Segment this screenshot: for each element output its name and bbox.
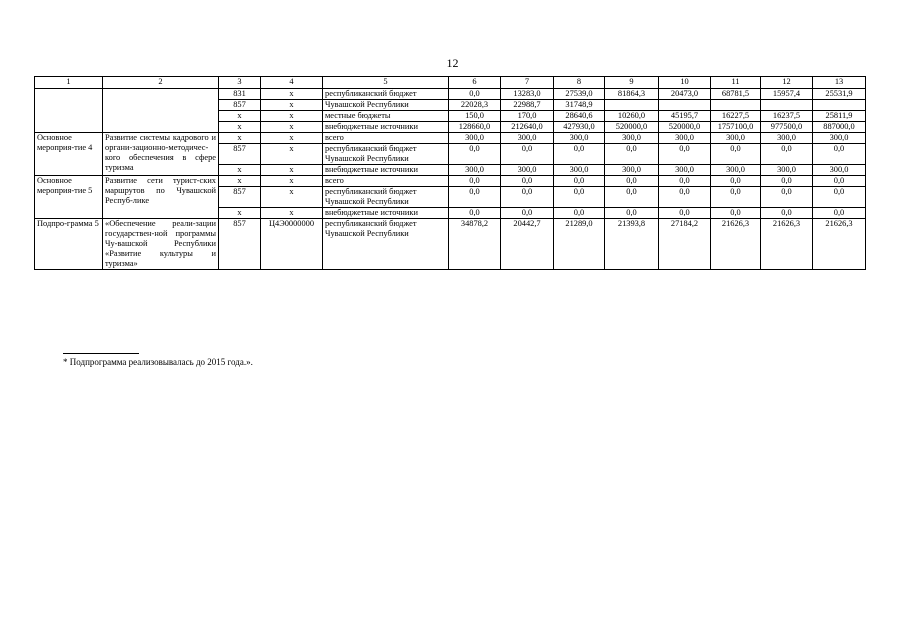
header-cell: 10: [659, 77, 711, 89]
value-cell: 0,0: [813, 176, 866, 187]
footnote: * Подпрограмма реализовывалась до 2015 года.».: [63, 357, 253, 367]
value-cell: 25811,9: [813, 111, 866, 122]
header-cell: 2: [103, 77, 219, 89]
value-cell: 0,0: [501, 187, 554, 208]
value-cell: 21289,0: [554, 219, 605, 270]
value-cell: 0,0: [605, 176, 659, 187]
value-cell: 300,0: [659, 133, 711, 144]
code-cell: 857: [219, 100, 261, 111]
header-cell: 3: [219, 77, 261, 89]
code-cell: 857: [219, 219, 261, 270]
value-cell: 427930,0: [554, 122, 605, 133]
code-cell: x: [219, 176, 261, 187]
activity-name-cell: Подпро-грамма 5: [35, 219, 103, 270]
funding-source-cell: республиканский бюджет: [323, 89, 449, 100]
value-cell: 300,0: [501, 165, 554, 176]
value-cell: 0,0: [813, 144, 866, 165]
value-cell: 0,0: [605, 208, 659, 219]
value-cell: 15957,4: [761, 89, 813, 100]
code-cell: x: [219, 111, 261, 122]
funding-source-cell: внебюджетные источники: [323, 122, 449, 133]
funding-source-cell: республиканский бюджет Чувашской Республики: [323, 144, 449, 165]
value-cell: 34878,2: [449, 219, 501, 270]
value-cell: 27539,0: [554, 89, 605, 100]
funding-source-cell: всего: [323, 133, 449, 144]
header-cell: 9: [605, 77, 659, 89]
header-cell: 6: [449, 77, 501, 89]
value-cell: 977500,0: [761, 122, 813, 133]
header-cell: 4: [261, 77, 323, 89]
value-cell: 300,0: [813, 133, 866, 144]
value-cell: 20473,0: [659, 89, 711, 100]
value-cell: 300,0: [501, 133, 554, 144]
value-cell: 0,0: [659, 208, 711, 219]
target-code-cell: x: [261, 165, 323, 176]
code-cell: 831: [219, 89, 261, 100]
value-cell: 21626,3: [813, 219, 866, 270]
table-row: [35, 176, 866, 187]
header-cell: 12: [761, 77, 813, 89]
value-cell: 22988,7: [501, 100, 554, 111]
activity-name-cell: Основное мероприя-тие 4: [35, 133, 103, 176]
target-code-cell: x: [261, 187, 323, 208]
page-number: 12: [446, 56, 459, 70]
value-cell: 0,0: [711, 208, 761, 219]
value-cell: 150,0: [449, 111, 501, 122]
value-cell: 887000,0: [813, 122, 866, 133]
value-cell: 16227,5: [711, 111, 761, 122]
value-cell: 0,0: [711, 187, 761, 208]
value-cell: 0,0: [449, 176, 501, 187]
value-cell: 300,0: [761, 133, 813, 144]
value-cell: [605, 100, 659, 111]
table-row: [35, 133, 866, 144]
value-cell: 0,0: [813, 208, 866, 219]
value-cell: 0,0: [501, 144, 554, 165]
code-cell: x: [219, 133, 261, 144]
funding-source-cell: республиканский бюджет Чувашской Республики: [323, 219, 449, 270]
value-cell: 10260,0: [605, 111, 659, 122]
value-cell: 0,0: [449, 187, 501, 208]
value-cell: 300,0: [761, 165, 813, 176]
value-cell: 0,0: [554, 187, 605, 208]
header-cell: 5: [323, 77, 449, 89]
value-cell: 300,0: [711, 133, 761, 144]
target-code-cell: x: [261, 122, 323, 133]
funding-source-cell: местные бюджеты: [323, 111, 449, 122]
activity-description-cell: «Обеспечение реали-зации государствен-ной программы Чу-вашской Республики «Развитие культуры и туризма»: [103, 219, 219, 270]
value-cell: 68781,5: [711, 89, 761, 100]
value-cell: 21626,3: [711, 219, 761, 270]
value-cell: 1757100,0: [711, 122, 761, 133]
footnote-separator: [63, 353, 139, 354]
value-cell: 0,0: [554, 176, 605, 187]
value-cell: 0,0: [761, 176, 813, 187]
budget-table: [34, 76, 866, 270]
value-cell: 520000,0: [659, 122, 711, 133]
activity-description-cell: Развитие системы кадрового и органи-зационно-методичес-кого обеспечения в сфере туризма: [103, 133, 219, 176]
value-cell: 300,0: [449, 165, 501, 176]
target-code-cell: Ц4Э0000000: [261, 219, 323, 270]
value-cell: 212640,0: [501, 122, 554, 133]
value-cell: 27184,2: [659, 219, 711, 270]
value-cell: 170,0: [501, 111, 554, 122]
value-cell: 25531,9: [813, 89, 866, 100]
table-row: [35, 89, 866, 100]
value-cell: [711, 100, 761, 111]
value-cell: 300,0: [554, 133, 605, 144]
value-cell: 0,0: [449, 208, 501, 219]
value-cell: 300,0: [605, 133, 659, 144]
value-cell: [659, 100, 711, 111]
activity-description-cell: Развитие сети турист-ских маршрутов по Чувашской Респуб-лике: [103, 176, 219, 219]
value-cell: 45195,7: [659, 111, 711, 122]
value-cell: 0,0: [761, 208, 813, 219]
target-code-cell: x: [261, 208, 323, 219]
value-cell: [761, 100, 813, 111]
activity-name-cell: Основное мероприя-тие 5: [35, 176, 103, 219]
value-cell: 81864,3: [605, 89, 659, 100]
target-code-cell: x: [261, 176, 323, 187]
activity-description-cell: [103, 89, 219, 133]
value-cell: 300,0: [813, 165, 866, 176]
value-cell: 0,0: [605, 187, 659, 208]
value-cell: 0,0: [501, 208, 554, 219]
value-cell: 21626,3: [761, 219, 813, 270]
value-cell: 0,0: [813, 187, 866, 208]
value-cell: 0,0: [554, 208, 605, 219]
header-cell: 7: [501, 77, 554, 89]
value-cell: 0,0: [605, 144, 659, 165]
code-cell: x: [219, 122, 261, 133]
header-cell: 1: [35, 77, 103, 89]
value-cell: 16237,5: [761, 111, 813, 122]
header-cell: 13: [813, 77, 866, 89]
value-cell: 300,0: [659, 165, 711, 176]
value-cell: 300,0: [605, 165, 659, 176]
header-cell: 11: [711, 77, 761, 89]
value-cell: 300,0: [554, 165, 605, 176]
value-cell: 300,0: [449, 133, 501, 144]
value-cell: 13283,0: [501, 89, 554, 100]
value-cell: 0,0: [449, 144, 501, 165]
code-cell: 857: [219, 144, 261, 165]
target-code-cell: x: [261, 89, 323, 100]
value-cell: 0,0: [501, 176, 554, 187]
value-cell: 22028,3: [449, 100, 501, 111]
value-cell: 128660,0: [449, 122, 501, 133]
value-cell: 0,0: [711, 144, 761, 165]
code-cell: x: [219, 208, 261, 219]
value-cell: 0,0: [761, 187, 813, 208]
value-cell: 0,0: [554, 144, 605, 165]
value-cell: 0,0: [449, 89, 501, 100]
value-cell: 0,0: [659, 176, 711, 187]
target-code-cell: x: [261, 100, 323, 111]
code-cell: x: [219, 165, 261, 176]
funding-source-cell: внебюджетные источники: [323, 208, 449, 219]
value-cell: 0,0: [659, 187, 711, 208]
value-cell: [813, 100, 866, 111]
value-cell: 28640,6: [554, 111, 605, 122]
activity-name-cell: [35, 89, 103, 133]
funding-source-cell: Чувашской Республики: [323, 100, 449, 111]
funding-source-cell: внебюджетные источники: [323, 165, 449, 176]
value-cell: 300,0: [711, 165, 761, 176]
value-cell: 31748,9: [554, 100, 605, 111]
funding-source-cell: республиканский бюджет Чувашской Республики: [323, 187, 449, 208]
header-row: [35, 77, 866, 89]
header-cell: 8: [554, 77, 605, 89]
value-cell: 21393,8: [605, 219, 659, 270]
funding-source-cell: всего: [323, 176, 449, 187]
target-code-cell: x: [261, 133, 323, 144]
value-cell: 0,0: [659, 144, 711, 165]
value-cell: 0,0: [761, 144, 813, 165]
value-cell: 20442,7: [501, 219, 554, 270]
target-code-cell: x: [261, 144, 323, 165]
table-body: [35, 77, 866, 270]
value-cell: 0,0: [711, 176, 761, 187]
value-cell: 520000,0: [605, 122, 659, 133]
table-row: [35, 219, 866, 270]
code-cell: 857: [219, 187, 261, 208]
target-code-cell: x: [261, 111, 323, 122]
